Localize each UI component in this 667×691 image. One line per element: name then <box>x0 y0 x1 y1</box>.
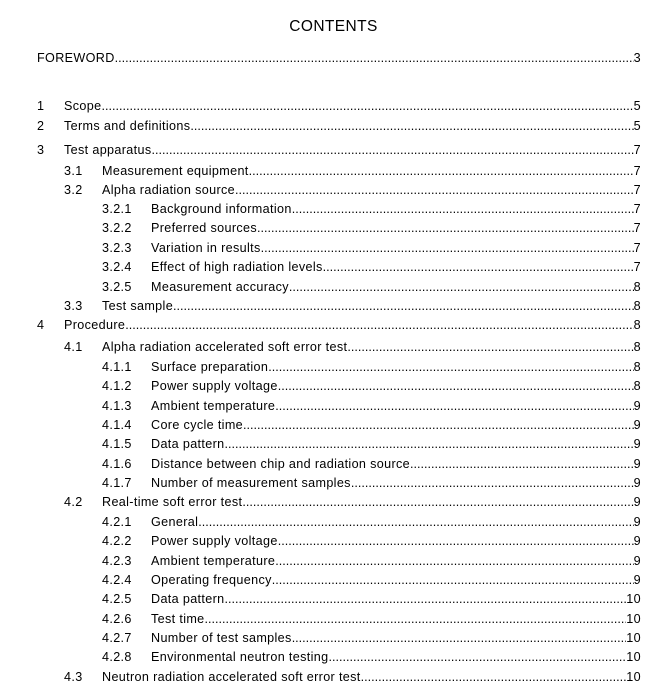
toc-entry[interactable] <box>0 219 667 238</box>
toc-entry-page: 8 <box>633 360 641 374</box>
dot-leader <box>249 162 634 181</box>
dot-leader <box>268 358 633 377</box>
toc-entry[interactable] <box>0 571 667 590</box>
toc-entry-number: 4.2.1 <box>102 515 132 529</box>
toc-entry-number: 4.2.6 <box>102 612 132 626</box>
toc-entry[interactable] <box>0 474 667 493</box>
dot-leader <box>292 200 634 219</box>
dot-leader <box>351 474 634 493</box>
toc-entry-page: 9 <box>633 399 641 413</box>
toc-entry-page: 10 <box>626 650 641 664</box>
toc-entry-page: 8 <box>633 299 641 313</box>
toc-entry-page: 10 <box>626 670 641 684</box>
toc-entry-number: 4.2.5 <box>102 592 132 606</box>
toc-entry-title: Distance between chip and radiation source <box>151 457 411 471</box>
dot-leader <box>125 316 633 335</box>
toc-entry[interactable] <box>0 200 667 219</box>
toc-entry-page: 7 <box>633 260 641 274</box>
dot-leader <box>272 571 634 590</box>
dot-leader <box>289 278 634 297</box>
toc-entry-number: 1 <box>37 99 45 113</box>
toc-entry-title: Preferred sources <box>151 221 258 235</box>
toc-entry[interactable] <box>0 258 667 277</box>
toc-entry-number: 4.1.2 <box>102 379 132 393</box>
toc-entry-page: 9 <box>633 457 641 471</box>
toc-entry-number: 4.2.2 <box>102 534 132 548</box>
toc-entry-number: 4.1.1 <box>102 360 132 374</box>
toc-entry[interactable] <box>0 338 667 357</box>
dot-leader <box>225 590 627 609</box>
toc-entry-page: 9 <box>633 554 641 568</box>
toc-entry-number: 4.2 <box>64 495 83 509</box>
toc-entry-page: 8 <box>633 280 641 294</box>
toc-entry-title: Power supply voltage <box>151 379 278 393</box>
toc-entry[interactable] <box>0 532 667 551</box>
toc-entry-number: 4.2.7 <box>102 631 132 645</box>
toc-entry-title: Surface preparation <box>151 360 269 374</box>
toc-entry[interactable] <box>0 552 667 571</box>
toc-entry-page: 9 <box>633 418 641 432</box>
toc-entry[interactable] <box>0 181 667 200</box>
toc-entry-number: 4.1.7 <box>102 476 132 490</box>
toc-entry-page: 8 <box>633 379 641 393</box>
toc-entry-page: 8 <box>633 340 641 354</box>
toc-entry-title: Alpha radiation accelerated soft error test <box>102 340 348 354</box>
toc-entry-title: Environmental neutron testing <box>151 650 329 664</box>
dot-leader <box>242 493 633 512</box>
toc-entry-number: 4.1.4 <box>102 418 132 432</box>
toc-entry[interactable] <box>0 629 667 648</box>
dot-leader <box>205 610 627 629</box>
toc-entry-page: 9 <box>633 476 641 490</box>
toc-entry-page: 7 <box>633 202 641 216</box>
toc-entry-page: 7 <box>633 143 641 157</box>
toc-entry-page: 9 <box>633 437 641 451</box>
toc-entry-page: 7 <box>633 221 641 235</box>
toc-entry[interactable] <box>0 49 667 68</box>
toc-entry-title: Ambient temperature <box>151 399 276 413</box>
toc-entry-title: Neutron radiation accelerated soft error test <box>102 670 361 684</box>
toc-entry-page: 5 <box>633 99 641 113</box>
toc-entry[interactable] <box>0 513 667 532</box>
toc-entry-number: 2 <box>37 119 45 133</box>
toc-entry-title: Measurement equipment <box>102 164 249 178</box>
dot-leader <box>347 338 633 357</box>
toc-entry[interactable] <box>0 117 667 136</box>
toc-entry-title: Effect of high radiation levels <box>151 260 323 274</box>
toc-entry-number: 4.2.8 <box>102 650 132 664</box>
toc-entry-page: 7 <box>633 164 641 178</box>
toc-entry-title: Terms and definitions <box>64 119 191 133</box>
toc-entry-title: FOREWORD <box>37 51 115 65</box>
dot-leader <box>278 532 634 551</box>
toc-entry-number: 3.1 <box>64 164 83 178</box>
toc-entry-title: Real-time soft error test <box>102 495 243 509</box>
toc-entry-title: Data pattern <box>151 592 225 606</box>
toc-entry-title: Operating frequency <box>151 573 272 587</box>
toc-entry[interactable] <box>0 493 667 512</box>
toc-entry[interactable] <box>0 397 667 416</box>
dot-leader <box>225 435 634 454</box>
dot-leader <box>275 552 633 571</box>
toc-entry-number: 3.3 <box>64 299 83 313</box>
dot-leader <box>101 97 633 116</box>
toc-entry-page: 9 <box>633 573 641 587</box>
toc-entry-title: Scope <box>64 99 102 113</box>
dot-leader <box>173 297 634 316</box>
toc-entry-title: Ambient temperature <box>151 554 276 568</box>
toc-entry-title: Core cycle time <box>151 418 244 432</box>
toc-entry-page: 9 <box>633 495 641 509</box>
toc-entry-page: 3 <box>633 51 641 65</box>
dot-leader <box>235 181 634 200</box>
toc-entry-page: 9 <box>633 534 641 548</box>
dot-leader <box>275 397 633 416</box>
toc-entry-number: 4.2.4 <box>102 573 132 587</box>
toc-entry-number: 3.2.5 <box>102 280 132 294</box>
toc-entry-page: 7 <box>633 241 641 255</box>
toc-entry[interactable] <box>0 297 667 316</box>
toc-entry-page: 9 <box>633 515 641 529</box>
toc-entry-page: 7 <box>633 183 641 197</box>
toc-entry-title: Alpha radiation source <box>102 183 236 197</box>
toc-entry-title: Variation in results <box>151 241 261 255</box>
toc-entry-number: 3.2 <box>64 183 83 197</box>
toc-entry-page: 8 <box>633 318 641 332</box>
toc-entry-title: Number of test samples <box>151 631 292 645</box>
toc-entry-page: 5 <box>633 119 641 133</box>
toc-entry-number: 3.2.1 <box>102 202 132 216</box>
toc-entry-number: 4.2.3 <box>102 554 132 568</box>
toc-entry[interactable] <box>0 239 667 258</box>
toc-entry[interactable] <box>0 358 667 377</box>
dot-leader <box>261 239 634 258</box>
toc-entry-number: 3.2.4 <box>102 260 132 274</box>
dot-leader <box>257 219 634 238</box>
toc-entry-number: 4.3 <box>64 670 83 684</box>
toc-entry[interactable] <box>0 610 667 629</box>
toc-entry[interactable] <box>0 278 667 297</box>
toc-entry-title: Test apparatus <box>64 143 152 157</box>
toc-entry[interactable] <box>0 141 667 160</box>
toc-entry-number: 3 <box>37 143 45 157</box>
dot-leader <box>198 513 633 532</box>
toc-entry-page: 10 <box>626 631 641 645</box>
toc-entry[interactable] <box>0 668 667 687</box>
toc-entry-page: 10 <box>626 612 641 626</box>
dot-leader <box>410 455 634 474</box>
toc-entry[interactable] <box>0 97 667 116</box>
toc-entry[interactable] <box>0 316 667 335</box>
dot-leader <box>278 377 634 396</box>
toc-entry-number: 4.1 <box>64 340 83 354</box>
toc-entry[interactable] <box>0 590 667 609</box>
dot-leader <box>292 629 627 648</box>
toc-entry-page: 10 <box>626 592 641 606</box>
toc-entry-number: 3.2.3 <box>102 241 132 255</box>
page-title: CONTENTS <box>289 18 378 35</box>
dot-leader <box>152 141 634 160</box>
toc-entry-number: 4 <box>37 318 45 332</box>
dot-leader <box>243 416 634 435</box>
dot-leader <box>115 49 634 68</box>
toc-entry[interactable] <box>0 455 667 474</box>
toc-entry[interactable] <box>0 648 667 667</box>
toc-entry-title: Procedure <box>64 318 126 332</box>
toc-entry-number: 3.2.2 <box>102 221 132 235</box>
toc-entry[interactable] <box>0 435 667 454</box>
toc-entry-number: 4.1.5 <box>102 437 132 451</box>
dot-leader <box>190 117 633 136</box>
toc-entry-title: Number of measurement samples <box>151 476 351 490</box>
dot-leader <box>328 648 626 667</box>
toc-entry-number: 4.1.6 <box>102 457 132 471</box>
toc-entry-title: Measurement accuracy <box>151 280 289 294</box>
toc-entry[interactable] <box>0 377 667 396</box>
toc-entry[interactable] <box>0 162 667 181</box>
toc-entry-title: Test time <box>151 612 205 626</box>
toc-entry-number: 4.1.3 <box>102 399 132 413</box>
toc-entry-title: Power supply voltage <box>151 534 278 548</box>
toc-entry-title: Data pattern <box>151 437 225 451</box>
dot-leader <box>361 668 627 687</box>
toc-entry[interactable] <box>0 416 667 435</box>
toc-entry-title: General <box>151 515 199 529</box>
dot-leader <box>323 258 634 277</box>
toc-entry-title: Background information <box>151 202 292 216</box>
toc-entry-title: Test sample <box>102 299 174 313</box>
